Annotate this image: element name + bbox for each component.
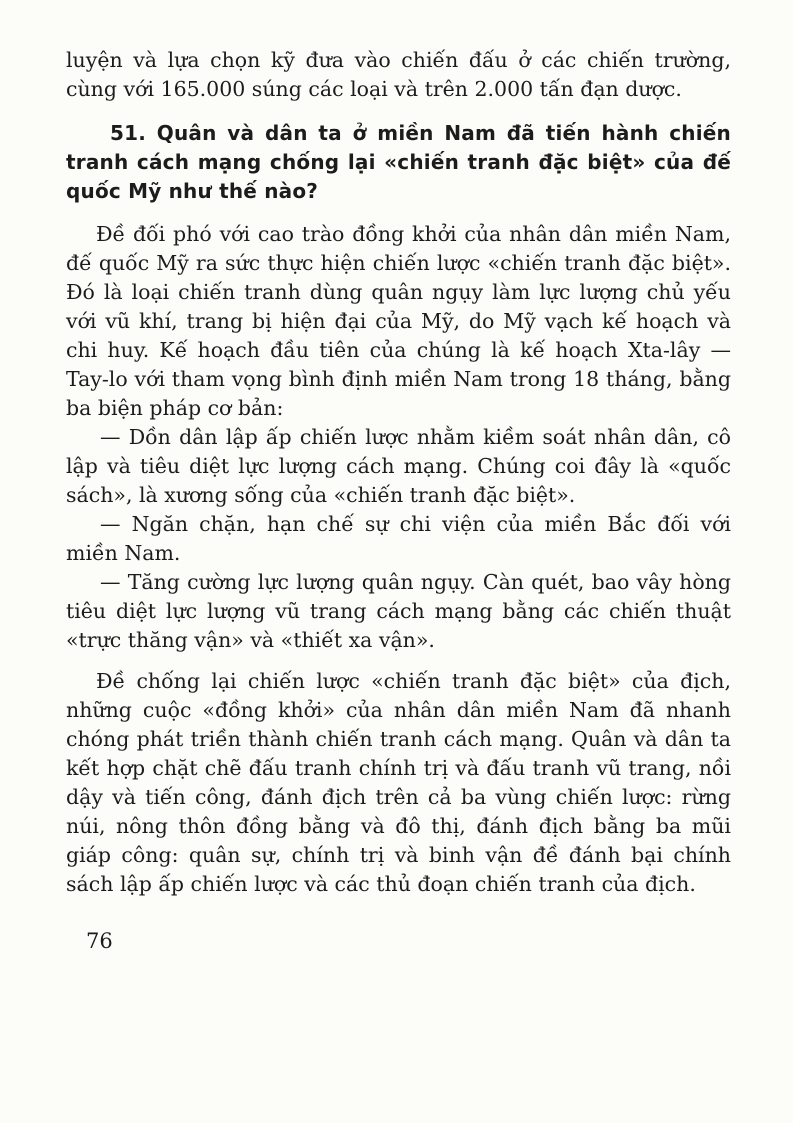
paragraph-continuation: luyện và lựa chọn kỹ đưa vào chiến đấu ở các chiến trường, cùng với 165.000 súng các loại và trên 2.000 tấn đạn dược. (66, 48, 731, 101)
question-51-heading: 51. Quân và dân ta ở miền Nam đã tiến hành chiến tranh cách mạng chống lại «chiến tranh đặc biệt» của đế quốc Mỹ như thế nào? (66, 121, 731, 203)
dash-item-3: — Tăng cường lực lượng quân ngụy. Càn quét, bao vây hòng tiêu diệt lực lượng vũ trang cách mạng bằng các chiến thuật «trực thăng vận» và «thiết xa vận». (66, 570, 731, 652)
page-text-block (66, 46, 731, 899)
dash-item-1: — Dồn dân lập ấp chiến lược nhằm kiềm soát nhân dân, cô lập và tiêu diệt lực lượng cách mạng. Chúng coi đây là «quốc sách», là xương sống của «chiến tranh đặc biệt». (66, 425, 731, 507)
page-number: 76 (86, 929, 113, 953)
paragraph-conclusion: Đề chống lại chiến lược «chiến tranh đặc biệt» của địch, những cuộc «đồng khởi» của nhân dân miền Nam đã nhanh chóng phát triền thành chiến tranh cách mạng. Quân và dân ta kết hợp chặt chẽ đấu tranh chính trị và đấu tranh vũ trang, nồi dậy và tiến công, đánh địch trên cả ba vùng chiến lược: rừng núi, nông thôn đồng bằng và đô thị, đánh địch bằng ba mũi giáp công: quân sự, chính trị và binh vận đề đánh bại chính sách lập ấp chiến lược và các thủ đoạn chiến tranh của địch. (66, 669, 731, 896)
page-footer (66, 929, 731, 953)
dash-item-2: — Ngăn chặn, hạn chế sự chi viện của miền Bắc đối với miền Nam. (66, 512, 731, 565)
paragraph-body: Đề đối phó với cao trào đồng khởi của nhân dân miền Nam, đế quốc Mỹ ra sức thực hiện chiến lược «chiến tranh đặc biệt». Đó là loại chiến tranh dùng quân ngụy làm lực lượng chủ yếu với vũ khí, trang bị hiện đại của Mỹ, do Mỹ vạch kế hoạch và chi huy. Kế hoạch đầu tiên của chúng là kế hoạch Xta-lây — Tay-lo với tham vọng bình định miền Nam trong 18 tháng, bằng ba biện pháp cơ bản: (66, 222, 731, 420)
